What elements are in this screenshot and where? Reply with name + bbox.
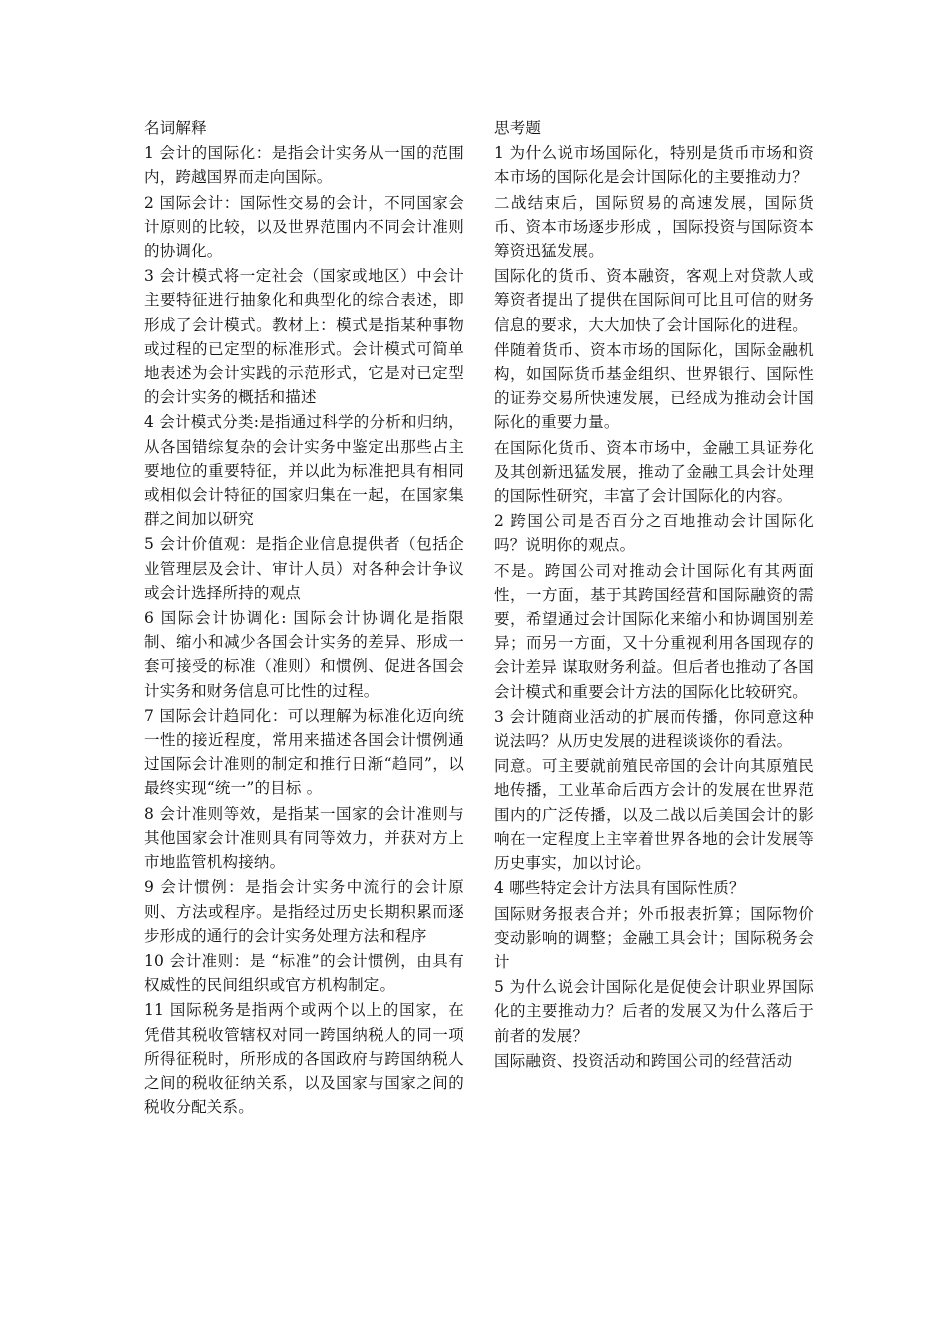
left-paragraph: 11 国际税务是指两个或两个以上的国家，在凭借其税收管辖权对同一跨国纳税人的同一项所得征税时，所形成的各国政府与跨国纳税人之间的税收征纳关系，以及国家与国家之间的税收分配关系。 <box>144 1001 464 1117</box>
right-paragraph: 同意。可主要就前殖民帝国的会计向其原殖民地传播，工业革命后西方会计的发展在世界范围内的广泛传播，以及二战以后美国会计的影响在一定程度上主宰着世界各地的会计发展等历史事实，加以讨论。 <box>494 757 814 873</box>
left-column <box>144 116 464 1119</box>
right-paragraph: 1 为什么说市场国际化，特别是货币市场和资本市场的国际化是会计国际化的主要推动力？ <box>494 144 814 187</box>
left-heading: 名词解释 <box>144 119 207 137</box>
right-paragraph: 5 为什么说会计国际化是促使会计职业界国际化的主要推动力？后者的发展又为什么落后于前者的发展？ <box>494 978 814 1045</box>
left-paragraph: 5 会计价值观：是指企业信息提供者（包括企业管理层及会计、审计人员）对各种会计争议或会计选择所持的观点 <box>144 535 464 602</box>
left-paragraph: 6 国际会计协调化: 国际会计协调化是指限制、缩小和减少各国会计实务的差异、形成一套可接受的标准（准则）和惯例、促进各国会计实务和财务信息可比性的过程。 <box>144 609 464 700</box>
left-paragraph: 1 会计的国际化：是指会计实务从一国的范围内，跨越国界而走向国际。 <box>144 144 464 187</box>
left-paragraphs <box>144 141 464 1119</box>
left-paragraph: 4 会计模式分类:是指通过科学的分析和归纳，从各国错综复杂的会计实务中鉴定出那些占主要地位的重要特征，并以此为标准把具有相同或相似会计特征的国家归集在一起，在国家集群之间加以研究 <box>144 413 464 529</box>
right-paragraph: 二战结束后，国际贸易的高速发展，国际货币、资本市场逐步形成 ，国际投资与国际资本筹资迅猛发展。 <box>494 193 814 261</box>
right-paragraph: 国际化的货币、资本融资，客观上对贷款人或筹资者提出了提供在国际间可比且可信的财务信息的要求，大大加快了会计国际化的进程。 <box>494 267 814 334</box>
right-paragraph: 3 会计随商业活动的扩展而传播，你同意这种说法吗？从历史发展的进程谈谈你的看法。 <box>494 707 814 751</box>
right-paragraph: 4 哪些特定会计方法具有国际性质？ <box>494 879 745 898</box>
left-paragraph: 3 会计模式将一定社会（国家或地区）中会计主要特征进行抽象化和典型化的综合表述，即形成了会计模式。教材上：模式是指某种事物或过程的已定型的标准形式。会计模式可简单地表述为会计实践的示范形式，它是对已定型的会计实务的概括和描述 <box>144 267 464 407</box>
left-paragraph: 9 会计惯例：是指会计实务中流行的会计原则、方法或程序。是指经过历史长期积累而逐步形成的通行的会计实务处理方法和程序 <box>144 878 464 945</box>
right-paragraph: 国际融资、投资活动和跨国公司的经营活动 <box>494 1051 793 1070</box>
right-paragraph: 国际财务报表合并；外币报表折算；国际物价变动影响的调整；金融工具会计；国际税务会计 <box>494 904 814 971</box>
right-paragraphs <box>494 141 814 1073</box>
left-paragraph: 8 会计准则等效，是指某一国家的会计准则与其他国家会计准则具有同等效力，并获对方上市地监管机构接纳。 <box>144 804 464 872</box>
left-paragraph: 10 会计准则：是 “标准”的会计惯例，由具有权威性的民间组织或官方机构制定。 <box>144 951 464 995</box>
left-paragraph: 2 国际会计：国际性交易的会计，不同国家会计原则的比较，以及世界范围内不同会计准则的协调化。 <box>144 193 464 261</box>
right-heading: 思考题 <box>494 119 542 137</box>
right-paragraph: 不是。跨国公司对推动会计国际化有其两面性，一方面，基于其跨国经营和国际融资的需要，希望通过会计国际化来缩小和协调国别差异；而另一方面，又十分重视利用各国现存的会计差异 谋取财务利益。但后者也推动了各国会计模式和重要会计方法的国际化比较研究。 <box>494 561 814 701</box>
right-paragraph: 在国际化货币、资本市场中，金融工具证券化及其创新迅猛发展，推动了金融工具会计处理的国际性研究，丰富了会计国际化的内容。 <box>494 438 814 506</box>
right-paragraph: 2 跨国公司是否百分之百地推动会计国际化吗？说明你的观点。 <box>494 512 814 555</box>
right-paragraph: 伴随着货币、资本市场的国际化，国际金融机构，如国际货币基金组织、世界银行、国际性的证券交易所快速发展，已经成为推动会计国际化的重要力量。 <box>494 340 814 432</box>
right-column <box>494 116 814 1073</box>
left-paragraph: 7 国际会计趋同化：可以理解为标准化迈向统一性的接近程度，常用来描述各国会计惯例通过国际会计准则的制定和推行日渐“趋同”，以最终实现“统一”的目标 。 <box>144 706 464 798</box>
